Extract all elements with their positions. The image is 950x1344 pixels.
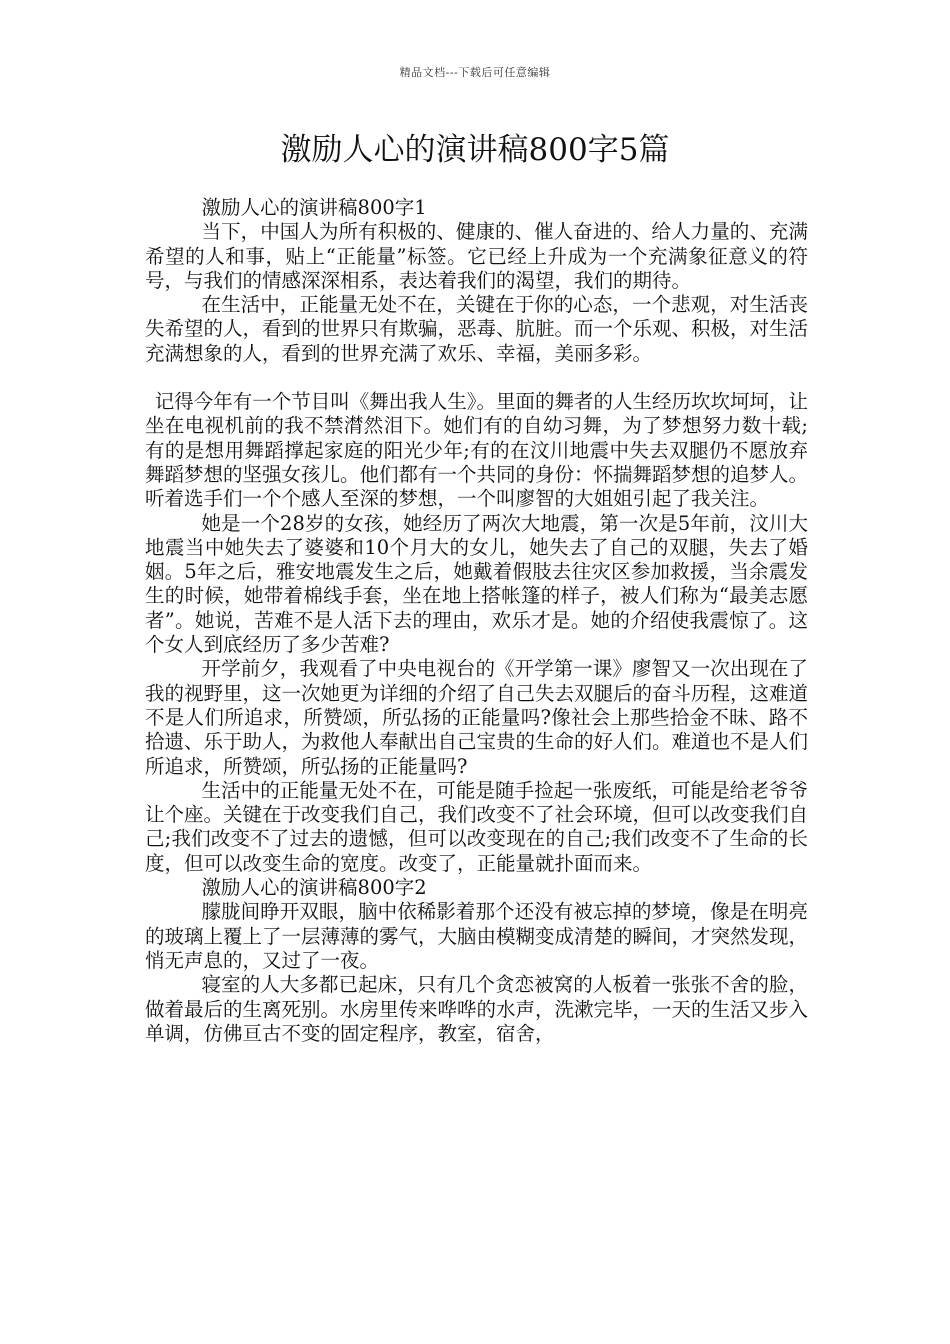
- document-title: 激励人心的演讲稿800字5篇: [280, 132, 670, 168]
- paragraph-spacer: [145, 366, 808, 390]
- paragraph: 在生活中，正能量无处不在，关键在于你的心态，一个悲观，对生活丧失希望的人，看到的世界只有欺骗，恶毒、肮脏。而一个乐观、积极，对生活充满想象的人，看到的世界充满了欢乐、幸福，美丽多彩。: [145, 293, 809, 365]
- paragraph: 朦胧间睁开双眼，脑中依稀影着那个还没有被忘掉的梦境，像是在明亮的玻璃上覆上了一层薄薄的雾气，大脑由模糊变成清楚的瞬间，才突然发现，悄无声息的，又过了一夜。: [145, 900, 809, 972]
- document-body: [145, 196, 808, 1046]
- paragraph: 她是一个28岁的女孩，她经历了两次大地震，第一次是5年前，汶川大地震当中她失去了婆婆和10个月大的女儿，她失去了自己的双腿，失去了婚姻。5年之后，雅安地震发生之后，她戴着假肢去往灾区参加救援，当余震发生的时候，她带着棉线手套，坐在地上搭帐篷的样子，被人们称为“最美志愿者”。她说，苦难不是人活下去的理由，欢乐才是。她的介绍使我震惊了。这个女人到底经历了多少苦难?: [145, 511, 808, 657]
- document-header-note: 精品文档---下载后可任意编辑: [399, 66, 551, 79]
- paragraph: 当下，中国人为所有积极的、健康的、催人奋进的、给人力量的、充满希望的人和事，贴上“正能量”标签。它已经上升成为一个充满象征意义的符号，与我们的情感深深相系，表达着我们的渴望，我们的期待。: [145, 220, 808, 292]
- paragraph: 寝室的人大多都已起床，只有几个贪恋被窝的人板着一张张不舍的脸，做着最后的生离死别。水房里传来哗哗的水声，洗漱完毕，一天的生活又步入单调，仿佛亘古不变的固定程序，教室，宿舍，: [145, 973, 809, 1045]
- section-heading-1: 激励人心的演讲稿800字1: [201, 196, 427, 219]
- paragraph: 生活中的正能量无处不在，可能是随手捡起一张废纸，可能是给老爷爷让个座。关键在于改变我们自己，我们改变不了社会环境，但可以改变我们自己;我们改变不了过去的遗憾，但可以改变现在的自己;我们改变不了生命的长度，但可以改变生命的宽度。改变了，正能量就扑面而来。: [145, 778, 809, 875]
- paragraph: 开学前夕，我观看了中央电视台的《开学第一课》廖智又一次出现在了我的视野里，这一次她更为详细的介绍了自己失去双腿后的奋斗历程，这难道不是人们所追求，所赞颂，所弘扬的正能量吗?像社会上那些拾金不昧、路不拾遗、乐于助人，为救他人奉献出自己宝贵的生命的好人们。难道也不是人们所追求，所赞颂，所弘扬的正能量吗?: [145, 657, 809, 778]
- paragraph: 记得今年有一个节目叫《舞出我人生》。里面的舞者的人生经历坎坎坷坷，让坐在电视机前的我不禁潸然泪下。她们有的自幼习舞，为了梦想努力数十载;有的是想用舞蹈撑起家庭的阳光少年;有的在汶川地震中失去双腿仍不愿放弃舞蹈梦想的坚强女孩儿。他们都有一个共同的身份：怀揣舞蹈梦想的追梦人。听着选手们一个个感人至深的梦想，一个叫廖智的大姐姐引起了我关注。: [145, 390, 809, 511]
- section-heading-2: 激励人心的演讲稿800字2: [201, 876, 427, 900]
